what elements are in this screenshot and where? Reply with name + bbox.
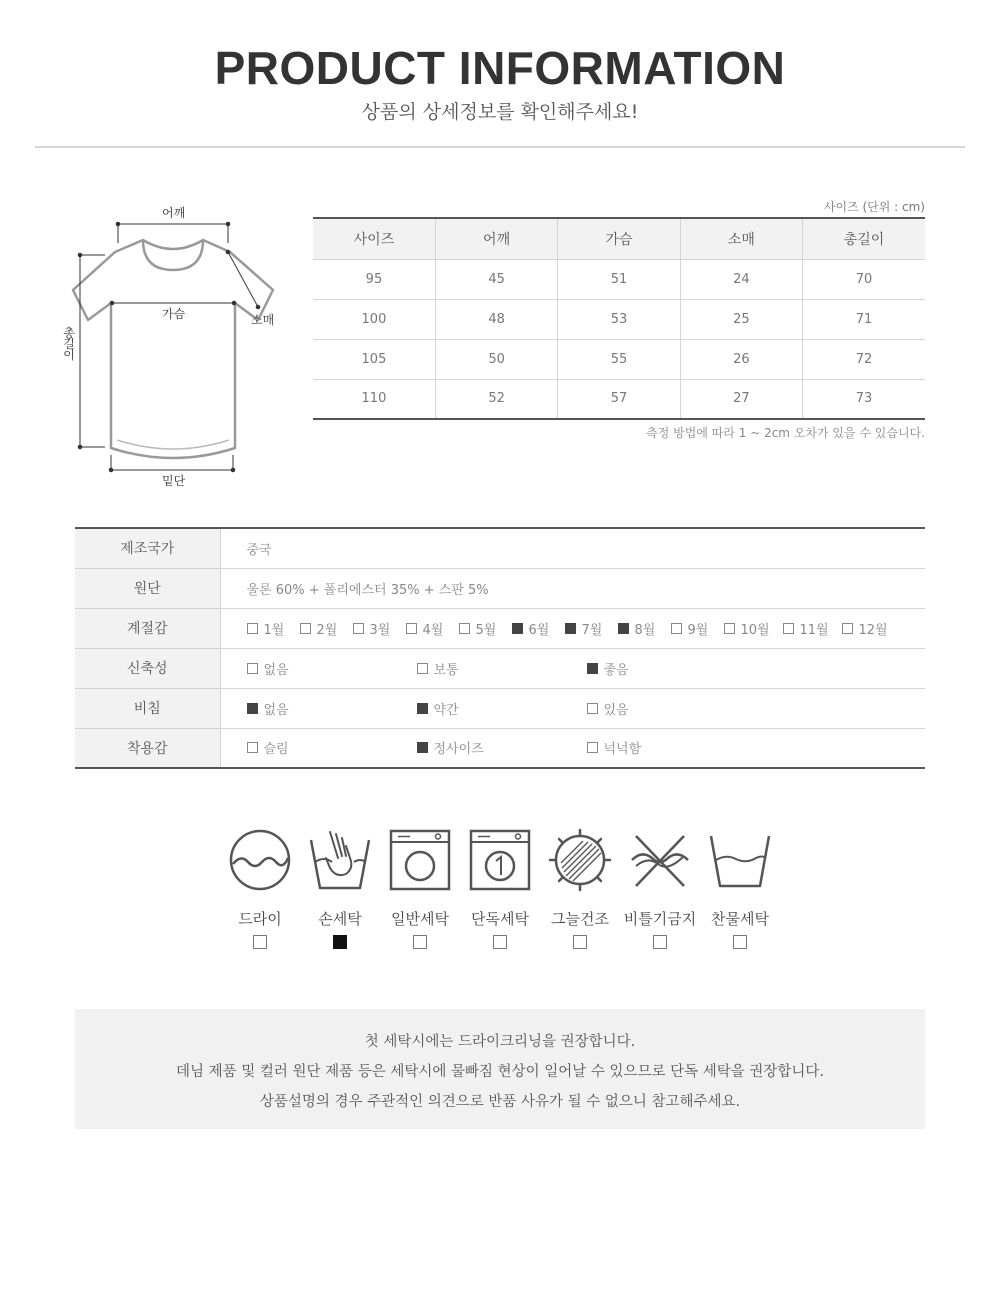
option-item <box>353 619 406 638</box>
care-instructions <box>220 828 780 949</box>
care-item-separate-wash <box>460 828 540 949</box>
tshirt-diagram <box>55 200 295 500</box>
hand-wash-icon <box>308 828 372 892</box>
care-label: 그늘건조 <box>551 910 609 928</box>
page-subtitle: 상품의 상세정보를 확인해주세요! <box>361 101 639 123</box>
option-label: 7월 <box>581 622 603 638</box>
shade-dry-icon <box>548 828 612 892</box>
row-label: 신축성 <box>75 648 220 688</box>
season-options <box>247 619 926 638</box>
separate-wash-icon <box>468 828 532 892</box>
checkbox <box>565 623 576 634</box>
no-wring-icon <box>628 828 692 892</box>
notice-line: 첫 세탁시에는 드라이크리닝을 권장합니다. <box>364 1034 636 1050</box>
option-item <box>417 659 587 678</box>
option-item <box>512 619 565 638</box>
checkbox <box>353 623 364 634</box>
table-cell: 26 <box>680 339 802 379</box>
option-label: 3월 <box>369 622 391 638</box>
option-label: 9월 <box>687 622 709 638</box>
table-cell: 57 <box>558 379 680 419</box>
option-label: 없음 <box>263 702 289 718</box>
label-chest: 가슴 <box>162 307 186 321</box>
table-cell: 105 <box>313 339 435 379</box>
care-checkbox <box>413 935 427 949</box>
option-item <box>587 699 757 718</box>
checkbox <box>247 742 258 753</box>
page-title: PRODUCT INFORMATION <box>214 42 786 94</box>
care-item-dry-clean <box>220 828 300 949</box>
checkbox <box>724 623 735 634</box>
checkbox <box>512 623 523 634</box>
label-total-length: 총 길 이 <box>63 326 75 362</box>
table-cell: 45 <box>435 259 557 299</box>
care-item-hand-wash <box>300 828 380 949</box>
table-cell: 55 <box>558 339 680 379</box>
care-checkbox <box>733 935 747 949</box>
option-label: 11월 <box>799 622 829 638</box>
option-item <box>618 619 671 638</box>
option-label: 1월 <box>263 622 285 638</box>
checkbox <box>247 703 258 714</box>
label-hem: 밑단 <box>162 474 186 488</box>
table-cell: 100 <box>313 299 435 339</box>
table-cell: 72 <box>803 339 925 379</box>
care-item-no-wring <box>620 828 700 949</box>
size-table-header <box>313 218 925 259</box>
sheer-options <box>247 699 926 718</box>
country-value: 중국 <box>220 528 925 568</box>
care-label: 손세탁 <box>318 910 362 928</box>
option-item <box>783 619 842 638</box>
table-row <box>313 259 925 299</box>
checkbox <box>618 623 629 634</box>
option-label: 12월 <box>858 622 888 638</box>
care-checkbox <box>573 935 587 949</box>
column-header: 총길이 <box>803 218 925 259</box>
table-cell: 50 <box>435 339 557 379</box>
info-row-fabric <box>75 568 925 608</box>
fit-options <box>247 738 926 757</box>
checkbox <box>417 742 428 753</box>
checkbox <box>587 663 598 674</box>
checkbox <box>247 663 258 674</box>
size-note: 측정 방법에 따라 1 ~ 2cm 오차가 있을 수 있습니다. <box>646 426 925 440</box>
table-row <box>313 379 925 419</box>
option-item <box>417 699 587 718</box>
option-label: 있음 <box>603 702 629 718</box>
option-label: 좋음 <box>603 662 629 678</box>
cold-wash-icon <box>708 828 772 892</box>
divider <box>35 146 965 148</box>
checkbox <box>300 623 311 634</box>
option-label: 정사이즈 <box>433 742 484 758</box>
option-item <box>587 738 757 757</box>
care-label: 비틀기금지 <box>623 910 697 928</box>
table-cell: 110 <box>313 379 435 419</box>
care-item-machine-wash <box>380 828 460 949</box>
option-label: 5월 <box>475 622 497 638</box>
option-label: 보통 <box>433 662 459 678</box>
checkbox <box>406 623 417 634</box>
tshirt-icon <box>55 200 295 500</box>
care-label: 일반세탁 <box>391 910 449 928</box>
row-label: 계절감 <box>75 608 220 648</box>
option-item <box>459 619 512 638</box>
notice-line: 상품설명의 경우 주관적인 의견으로 반품 사유가 될 수 없으니 참고해주세요. <box>259 1094 741 1110</box>
care-checkbox <box>333 935 347 949</box>
checkbox <box>459 623 470 634</box>
table-row <box>313 339 925 379</box>
checkbox <box>587 742 598 753</box>
table-cell: 24 <box>680 259 802 299</box>
option-item <box>587 659 757 678</box>
table-cell: 71 <box>803 299 925 339</box>
checkbox <box>842 623 853 634</box>
option-label: 슬림 <box>263 742 289 758</box>
info-row-season <box>75 608 925 648</box>
row-label: 제조국가 <box>75 528 220 568</box>
option-item <box>417 738 587 757</box>
table-cell: 27 <box>680 379 802 419</box>
table-cell: 95 <box>313 259 435 299</box>
option-item <box>300 619 353 638</box>
table-cell: 73 <box>803 379 925 419</box>
care-label: 드라이 <box>238 910 282 928</box>
fabric-value: 울론 60% + 폴리에스터 35% + 스판 5% <box>220 568 925 608</box>
label-shoulder: 어깨 <box>162 206 186 220</box>
option-label: 10월 <box>740 622 770 638</box>
row-label: 착용감 <box>75 728 220 768</box>
option-item <box>247 659 417 678</box>
care-checkbox <box>253 935 267 949</box>
checkbox <box>783 623 794 634</box>
column-header: 가슴 <box>558 218 680 259</box>
care-item-cold-wash <box>700 828 780 949</box>
option-label: 2월 <box>316 622 338 638</box>
option-item <box>671 619 724 638</box>
table-cell: 48 <box>435 299 557 339</box>
info-table <box>75 527 925 769</box>
care-label: 단독세탁 <box>471 910 529 928</box>
table-row <box>313 299 925 339</box>
table-cell: 25 <box>680 299 802 339</box>
size-unit: 사이즈 (단위 : cm) <box>823 200 925 214</box>
care-label: 찬물세탁 <box>711 910 769 928</box>
notice-line: 데님 제품 및 컬러 원단 제품 등은 세탁시에 물빠짐 현상이 일어날 수 있으므로 단독 세탁을 권장합니다. <box>175 1064 825 1080</box>
info-row-fit <box>75 728 925 768</box>
option-label: 넉넉함 <box>603 742 642 758</box>
column-header: 사이즈 <box>313 218 435 259</box>
notice-box <box>75 1009 925 1129</box>
option-item <box>247 738 417 757</box>
column-header: 어깨 <box>435 218 557 259</box>
machine-wash-icon <box>388 828 452 892</box>
care-item-shade-dry <box>540 828 620 949</box>
option-item <box>565 619 618 638</box>
table-cell: 52 <box>435 379 557 419</box>
row-label: 비침 <box>75 688 220 728</box>
info-row-country <box>75 528 925 568</box>
row-label: 원단 <box>75 568 220 608</box>
option-item <box>247 699 417 718</box>
option-item <box>406 619 459 638</box>
option-item <box>724 619 783 638</box>
label-sleeve: 소매 <box>251 313 275 327</box>
option-label: 약간 <box>433 702 459 718</box>
dry-clean-icon <box>228 828 292 892</box>
option-label: 6월 <box>528 622 550 638</box>
option-label: 8월 <box>634 622 656 638</box>
checkbox <box>671 623 682 634</box>
table-cell: 70 <box>803 259 925 299</box>
header <box>0 40 1000 126</box>
care-checkbox <box>493 935 507 949</box>
stretch-options <box>247 659 926 678</box>
checkbox <box>247 623 258 634</box>
column-header: 소매 <box>680 218 802 259</box>
info-row-stretch <box>75 648 925 688</box>
option-label: 4월 <box>422 622 444 638</box>
option-label: 없음 <box>263 662 289 678</box>
checkbox <box>417 663 428 674</box>
option-item <box>842 619 901 638</box>
option-item <box>247 619 300 638</box>
table-cell: 51 <box>558 259 680 299</box>
table-cell: 53 <box>558 299 680 339</box>
checkbox <box>417 703 428 714</box>
size-table <box>313 217 925 420</box>
info-row-sheer <box>75 688 925 728</box>
checkbox <box>587 703 598 714</box>
care-checkbox <box>653 935 667 949</box>
